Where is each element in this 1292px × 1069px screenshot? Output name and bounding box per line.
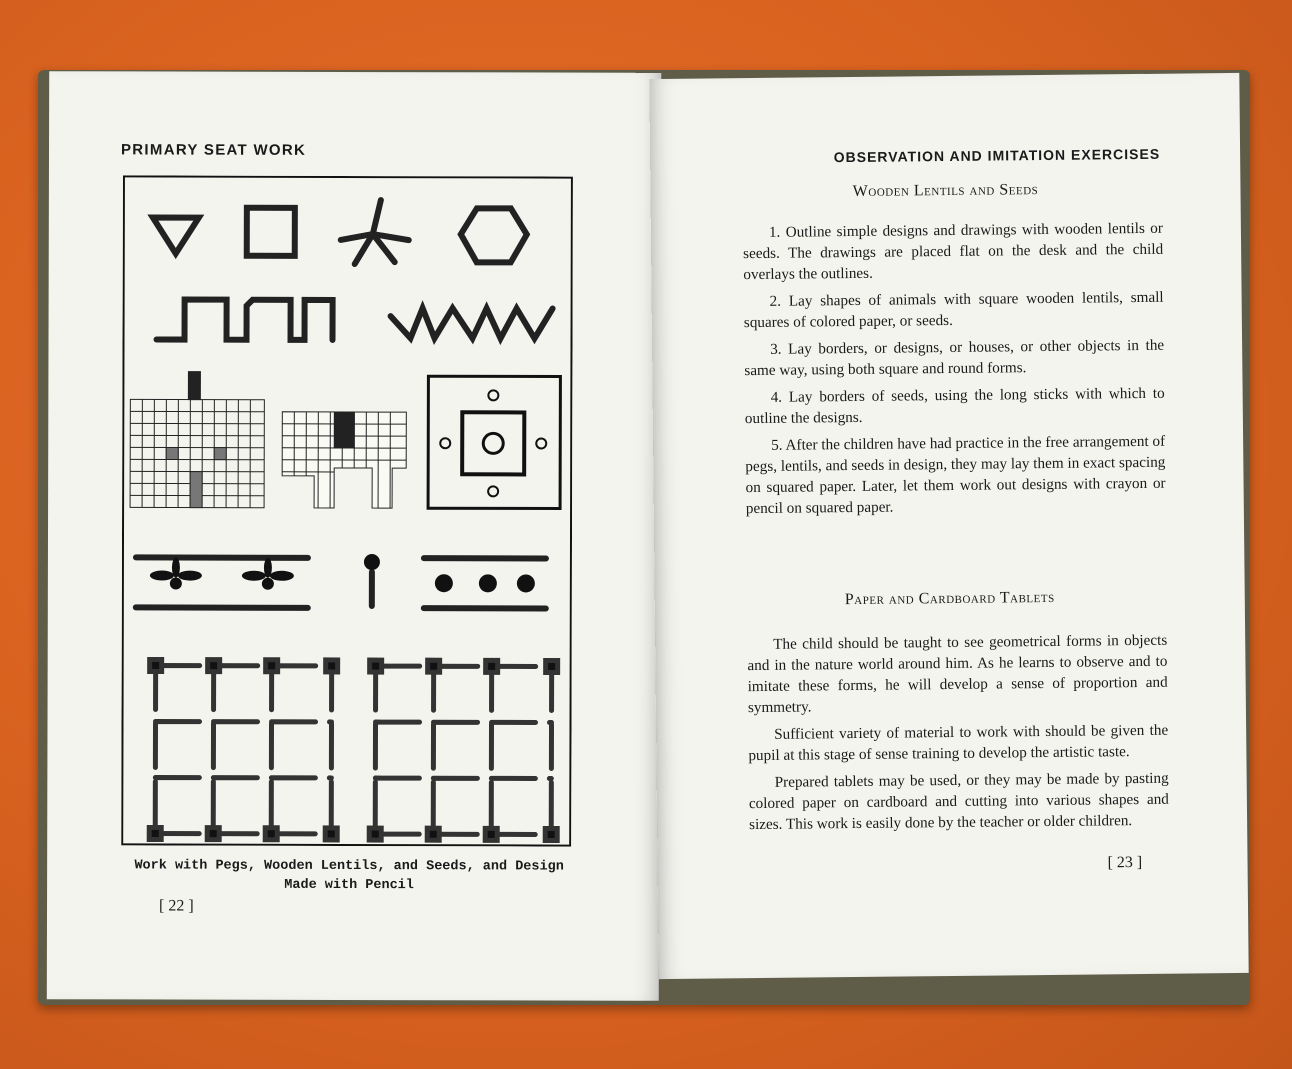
paragraph: 5. After the children have had practice in the free arrangement of pegs, lentils, and seeds in design, they may lay them in exact spacing on squared paper. Later, let them work out designs with crayon or pencil on squared paper.: [745, 432, 1166, 518]
paragraph: 4. Lay borders of seeds, using the long sticks with which to outline the designs.: [744, 384, 1165, 428]
right-running-head: OBSERVATION AND IMITATION EXERCISES: [833, 145, 1161, 166]
caption-line-1: Work with Pegs, Wooden Lentils, and Seeds, and Design: [134, 858, 564, 875]
paragraph: 1. Outline simple designs and drawings with wooden lentils or seeds. The drawings are placed flat on the desk and the child overlays the outlines.: [743, 219, 1164, 284]
right-page-number: [ 23 ]: [1107, 853, 1143, 872]
square-design: [247, 208, 295, 256]
left-page-number: [ 22 ]: [159, 897, 194, 915]
section-body-tablets: [747, 630, 1169, 841]
paragraph: The child should be taught to see geometrical forms in objects and in the nature world around him. As he learns to observe and to imitate these forms, he will develop a sense of proportion and symmetry.: [747, 631, 1168, 717]
peg-grid-right: [369, 660, 557, 840]
bead-pattern: [428, 376, 560, 508]
section-body-lentils: [743, 218, 1166, 525]
peg-grid-left: [149, 659, 337, 839]
figure-caption: [119, 856, 579, 895]
paragraph: 2. Lay shapes of animals with square wooden lentils, small squares of colored paper, or seeds.: [743, 288, 1164, 332]
star-design: [341, 200, 409, 264]
left-page: [47, 71, 661, 1001]
animal-grid: [282, 412, 406, 508]
left-running-head: PRIMARY SEAT WORK: [120, 141, 307, 159]
caption-line-2: Made with Pencil: [284, 877, 414, 894]
pattern-illustration: [121, 175, 573, 846]
zigzag-border: [391, 308, 553, 338]
right-page: [649, 73, 1248, 979]
triangle-design: [153, 217, 199, 253]
meander-border: [157, 299, 333, 339]
hexagon-design: [461, 208, 527, 262]
section-title-tablets: Paper and Cardboard Tablets: [844, 588, 1055, 609]
paragraph: Sufficient variety of material to work with should be given the pupil at this stage of sense training to develop the artistic taste.: [748, 721, 1169, 765]
section-title-lentils: Wooden Lentils and Seeds: [852, 181, 1039, 200]
house-grid: [130, 371, 264, 507]
paragraph: 3. Lay borders, or designs, or houses, or other objects in the same way, using both square and round forms.: [744, 336, 1165, 380]
paragraph: Prepared tablets may be used, or they may be made by pasting colored paper on cardboard and cutting into various shapes and sizes. This work is easily done by the teacher or older children.: [748, 769, 1169, 834]
